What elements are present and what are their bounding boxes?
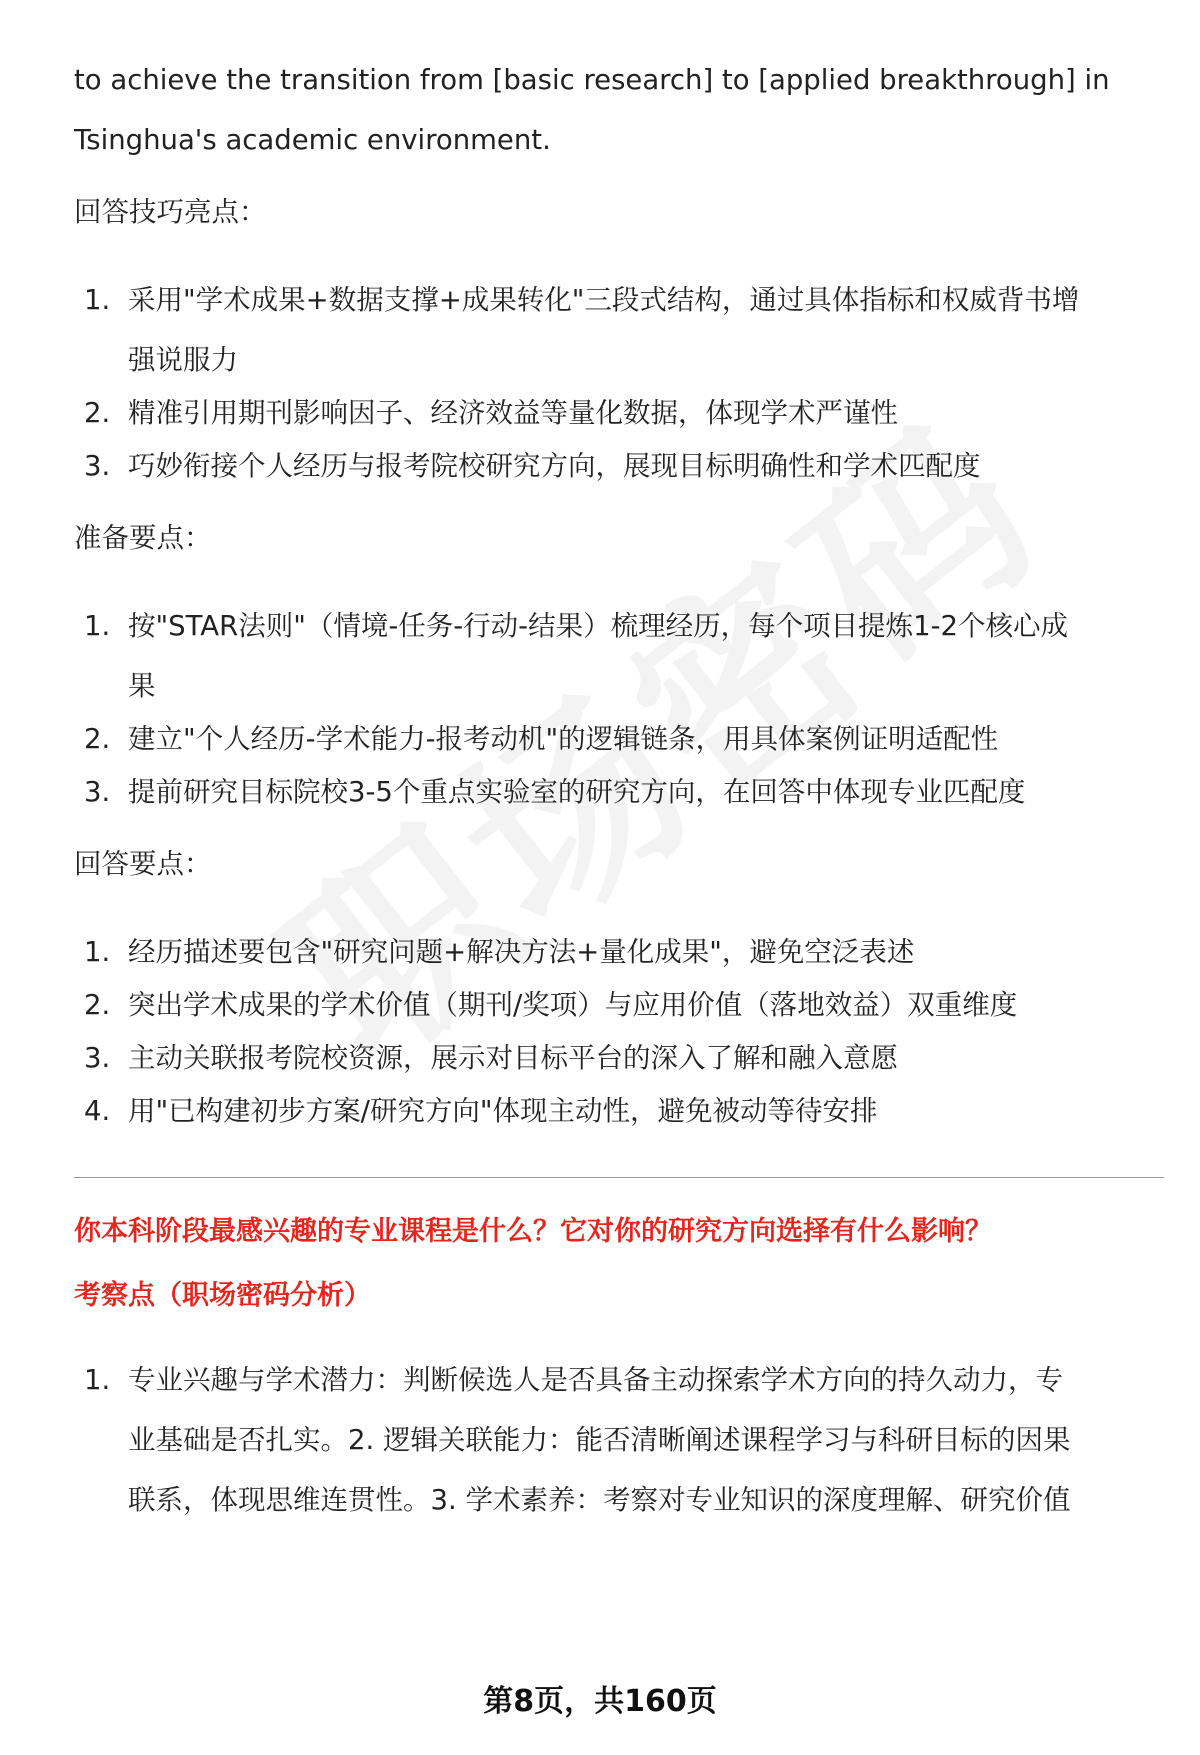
document-content <box>74 0 1164 1530</box>
list-text: 果 <box>128 670 156 702</box>
list-number: 2. <box>84 989 111 1021</box>
list-item <box>74 596 1164 716</box>
list-number: 1. <box>84 936 111 968</box>
list-item <box>74 1081 1164 1141</box>
list-text: 经历描述要包含"研究问题+解决方法+量化成果"，避免空泛表述 <box>128 936 915 968</box>
list-item <box>74 1028 1164 1088</box>
list-number: 3. <box>84 1042 111 1074</box>
list-item <box>74 709 1164 769</box>
list-text: 按"STAR法则"（情境-任务-行动-结果）梳理经历，每个项目提炼1-2个核心成 <box>128 610 1069 642</box>
list-text: 巧妙衔接个人经历与报考院校研究方向，展现目标明确性和学术匹配度 <box>128 450 981 482</box>
list-text: 提前研究目标院校3-5个重点实验室的研究方向，在回答中体现专业匹配度 <box>128 776 1026 808</box>
exam-point-list <box>74 1350 1164 1530</box>
list-text: 建立"个人经历-学术能力-报考动机"的逻辑链条，用具体案例证明适配性 <box>128 723 999 755</box>
list-number: 3. <box>84 776 111 808</box>
section-label-answer-points: 回答要点： <box>74 848 212 880</box>
list-number: 1. <box>84 610 111 642</box>
list-number: 2. <box>84 397 111 429</box>
list-item <box>74 922 1164 982</box>
section-label-answer-highlights: 回答技巧亮点： <box>74 196 267 228</box>
list-text: 专业兴趣与学术潜力：判断候选人是否具备主动探索学术方向的持久动力，专 <box>128 1364 1063 1396</box>
preparation-list <box>74 596 1164 822</box>
list-item <box>74 270 1164 390</box>
list-item <box>74 383 1164 443</box>
section-divider <box>74 1177 1164 1178</box>
list-number: 2. <box>84 723 111 755</box>
list-text: 强说服力 <box>128 344 238 376</box>
exam-point-heading: 考察点（职场密码分析） <box>74 1280 371 1311</box>
list-item <box>74 975 1164 1035</box>
answer-points-list <box>74 922 1164 1141</box>
interview-question: 你本科阶段最感兴趣的专业课程是什么？它对你的研究方向选择有什么影响？ <box>74 1216 992 1247</box>
list-item <box>74 1350 1164 1530</box>
list-text: 业基础是否扎实。2. 逻辑关联能力：能否清晰阐述课程学习与科研目标的因果 <box>128 1424 1071 1456</box>
list-number: 3. <box>84 450 111 482</box>
section-label-preparation: 准备要点： <box>74 522 212 554</box>
intro-paragraph <box>74 0 1164 170</box>
list-item <box>74 436 1164 496</box>
list-text: 精准引用期刊影响因子、经济效益等量化数据，体现学术严谨性 <box>128 397 898 429</box>
list-text: 联系，体现思维连贯性。3. 学术素养：考察对专业知识的深度理解、研究价值 <box>128 1484 1071 1516</box>
intro-line: Tsinghua's academic environment. <box>74 124 551 156</box>
answer-highlights-list <box>74 270 1164 496</box>
list-text: 突出学术成果的学术价值（期刊/奖项）与应用价值（落地效益）双重维度 <box>128 989 1018 1021</box>
list-number: 1. <box>84 284 111 316</box>
list-item <box>74 762 1164 822</box>
list-number: 1. <box>84 1364 111 1396</box>
document-page <box>74 0 1164 1530</box>
list-text: 主动关联报考院校资源，展示对目标平台的深入了解和融入意愿 <box>128 1042 898 1074</box>
list-text: 采用"学术成果+数据支撑+成果转化"三段式结构，通过具体指标和权威背书增 <box>128 284 1080 316</box>
intro-line: to achieve the transition from [basic research] to [applied breakthrough] in <box>74 64 1110 96</box>
list-text: 用"已构建初步方案/研究方向"体现主动性，避免被动等待安排 <box>128 1095 878 1127</box>
page-number-footer: 第8页，共160页 <box>483 1684 717 1719</box>
list-number: 4. <box>84 1095 111 1127</box>
